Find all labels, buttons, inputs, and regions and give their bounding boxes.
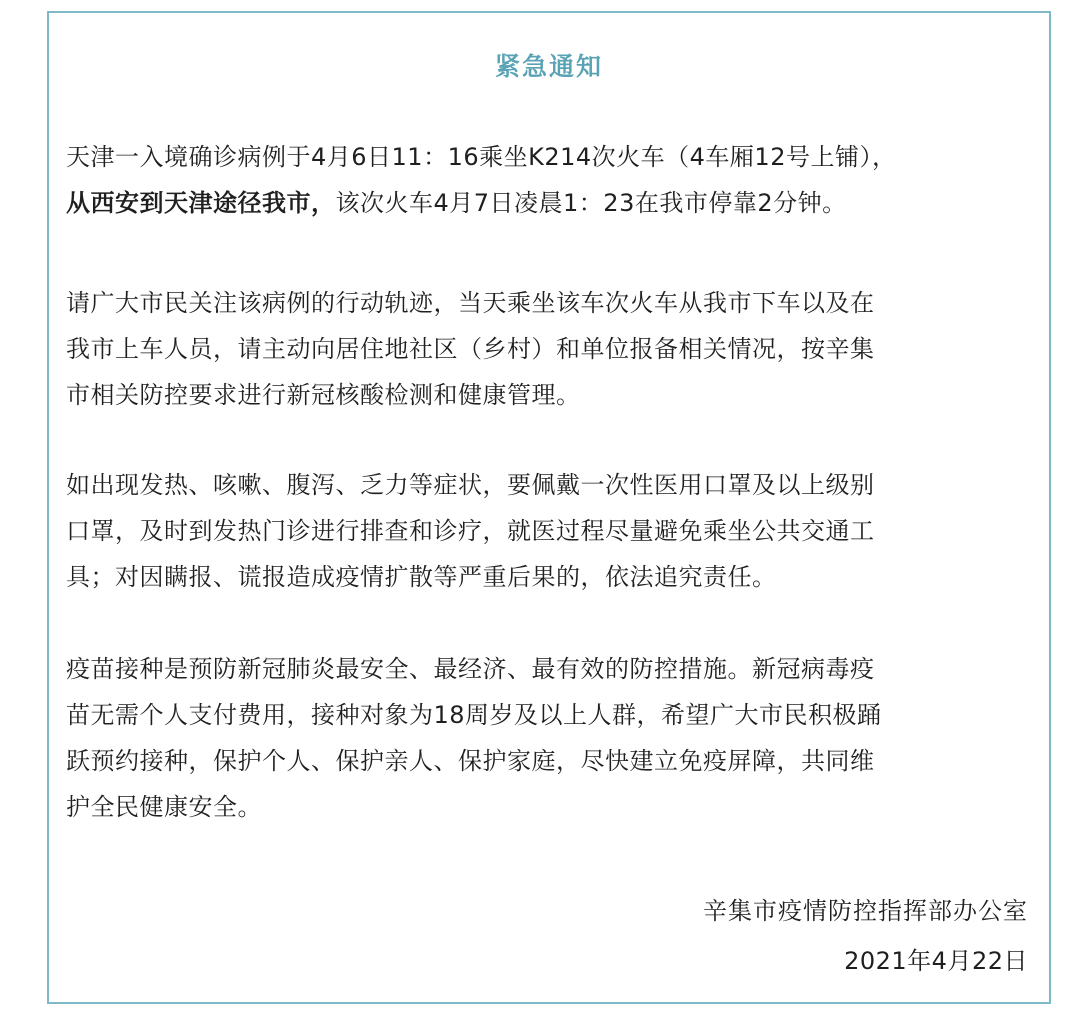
paragraph-line: 请广大市民关注该病例的行动轨迹，当天乘坐该车次火车从我市下车以及在 <box>66 289 875 317</box>
notice-paragraph-4 <box>66 646 1036 830</box>
notice-paragraph-2 <box>66 280 1036 418</box>
paragraph-line: 天津一入境确诊病例于4月6日11：16乘坐K214次火车（4车厢12号上铺）， <box>66 143 897 171</box>
paragraph-line: 市相关防控要求进行新冠核酸检测和健康管理。 <box>66 381 581 409</box>
paragraph-line: 苗无需个人支付费用，接种对象为18周岁及以上人群，希望广大市民积极踊 <box>66 701 882 729</box>
paragraph-line-rest: 该次火车4月7日凌晨1：23在我市停靠2分钟。 <box>335 189 847 217</box>
signature-organization: 辛集市疫情防控指挥部办公室 <box>703 897 1028 925</box>
highlighted-route-text: 从西安到天津途径我市， <box>66 189 336 217</box>
notice-paragraph-1 <box>66 134 1036 226</box>
paragraph-line: 跃预约接种，保护个人、保护亲人、保护家庭，尽快建立免疫屏障，共同维 <box>66 747 875 775</box>
notice-paragraph-3 <box>66 462 1036 600</box>
paragraph-line: 如出现发热、咳嗽、腹泻、乏力等症状，要佩戴一次性医用口罩及以上级别 <box>66 471 875 499</box>
notice-title: 紧急通知 <box>494 52 603 81</box>
paragraph-line: 疫苗接种是预防新冠肺炎最安全、最经济、最有效的防控措施。新冠病毒疫 <box>66 655 875 683</box>
paragraph-line: 护全民健康安全。 <box>66 793 262 821</box>
paragraph-line: 口罩，及时到发热门诊进行排查和诊疗，就医过程尽量避免乘坐公共交通工 <box>66 517 875 545</box>
paragraph-line: 具；对因瞒报、谎报造成疫情扩散等严重后果的，依法追究责任。 <box>66 563 777 591</box>
paragraph-line <box>66 180 1036 226</box>
signature-date: 2021年4月22日 <box>844 947 1028 975</box>
paragraph-line: 我市上车人员，请主动向居住地社区（乡村）和单位报备相关情况，按辛集 <box>66 335 875 363</box>
